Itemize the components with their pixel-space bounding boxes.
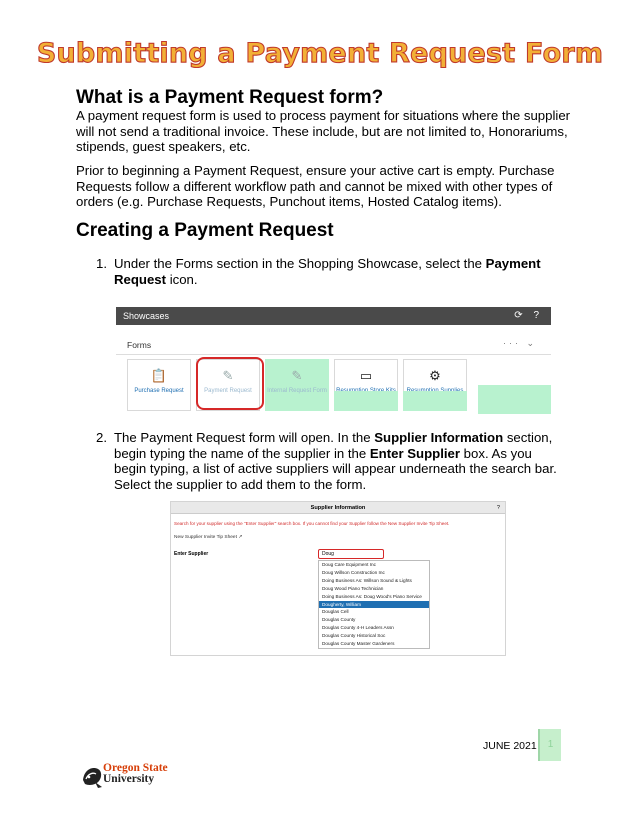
tile-label: Payment Request <box>204 388 252 394</box>
footer-date: JUNE 2021 <box>483 740 537 752</box>
supplier-option[interactable]: Douglas County Historical Soc <box>322 633 386 639</box>
divider <box>116 354 551 355</box>
step-number: 1. <box>96 256 107 271</box>
supplier-option-selected[interactable]: Dougherty, William <box>319 601 429 609</box>
osu-wordmark-line1: Oregon State <box>103 762 168 774</box>
step-text: Under the Forms section in the Shopping Showcase, select the Payment Request icon. <box>114 256 541 287</box>
supplier-option[interactable]: Doug Care Equipment Inc <box>322 562 376 567</box>
green-overlay <box>334 391 398 411</box>
showcase-screenshot <box>116 307 551 414</box>
supplier-option[interactable]: Doing Business As: Willson Sound & Lights <box>322 577 412 583</box>
supplier-header-title: Supplier Information <box>310 505 366 511</box>
supplier-information-screenshot <box>170 501 506 656</box>
cart-note-paragraph: Prior to beginning a Payment Request, ensure your active cart is empty. Purchase Requests follow a different workflow path and cannot be mixed with other types of orders (e.g. Purchase Requests, Punchout items, Hosted Catalog items). <box>76 163 555 210</box>
intro-paragraph: A payment request form is used to process payment for situations where the supplier will not send a traditional invoice. These include, but are not limited to, Honorariums, stipends, guest speakers, etc. <box>76 108 571 155</box>
box-icon: ▭ <box>359 368 373 383</box>
supplier-search-note: Search for your supplier using the "Enter Supplier" search box. If you cannot find your Supplier follow the New Supplier Invite Tip Sheet. <box>174 521 450 526</box>
supplier-option[interactable]: Doug Wood Piano Technician <box>322 585 384 591</box>
enter-supplier-label: Enter Supplier <box>174 551 209 557</box>
forms-tools-icon[interactable]: ··· ⌄ <box>502 338 537 348</box>
section-heading-creating: Creating a Payment Request <box>76 220 334 241</box>
tile-label: Purchase Request <box>134 388 184 394</box>
supplier-option[interactable]: Doing Business As: Doug Wood's Piano Service <box>322 593 422 599</box>
page-number: 1 <box>538 729 561 761</box>
document-title: Submitting a Payment Request Form <box>36 38 604 69</box>
supplier-information-header <box>171 502 505 514</box>
supplier-option[interactable]: Douglas Cell <box>322 609 349 615</box>
step-2 <box>96 430 566 492</box>
step-number: 2. <box>96 430 107 445</box>
help-icon[interactable]: ? <box>496 505 500 511</box>
osu-wordmark-line2: University <box>103 773 155 785</box>
pencil-icon: ✎ <box>222 368 234 383</box>
new-supplier-tip-link[interactable]: New Supplier Invite Tip Sheet ↗ <box>174 535 243 540</box>
internal-request-tile[interactable] <box>265 359 329 411</box>
green-overlay <box>478 385 551 414</box>
supplier-option[interactable]: Douglas County 4-H Leaders Assn <box>322 625 394 631</box>
refresh-help-icons[interactable]: ⟳ ? <box>514 310 543 321</box>
showcases-bar <box>116 307 551 325</box>
purchase-request-tile[interactable] <box>127 359 191 411</box>
payment-request-highlight <box>196 357 264 410</box>
supplier-option[interactable]: Douglas County Master Gardeners <box>322 641 395 647</box>
supplies-icon: ⚙ <box>429 368 441 383</box>
supplier-option[interactable]: Doug Willson Construction Inc <box>322 569 385 575</box>
green-overlay <box>403 391 467 411</box>
step-1 <box>96 256 566 287</box>
pencil-icon: ✎ <box>291 368 303 383</box>
osu-wordmark <box>103 763 168 785</box>
supplier-option[interactable]: Douglas County <box>322 617 356 623</box>
step-text: The Payment Request form will open. In the Supplier Information section, begin typing the name of the supplier in the Enter Supplier box. As you begin typing, a list of active suppliers will appear underneath the search bar. Select the supplier to add them to the form. <box>114 430 557 492</box>
tile-label: Internal Request Form <box>267 388 327 394</box>
clipboard-icon: 📋 <box>150 368 168 383</box>
supplier-dropdown <box>318 560 430 649</box>
enter-supplier-input[interactable]: Doug <box>318 549 384 559</box>
section-heading-what-is: What is a Payment Request form? <box>76 87 384 108</box>
forms-label: Forms <box>127 340 152 350</box>
showcases-bar-title: Showcases <box>123 311 170 321</box>
